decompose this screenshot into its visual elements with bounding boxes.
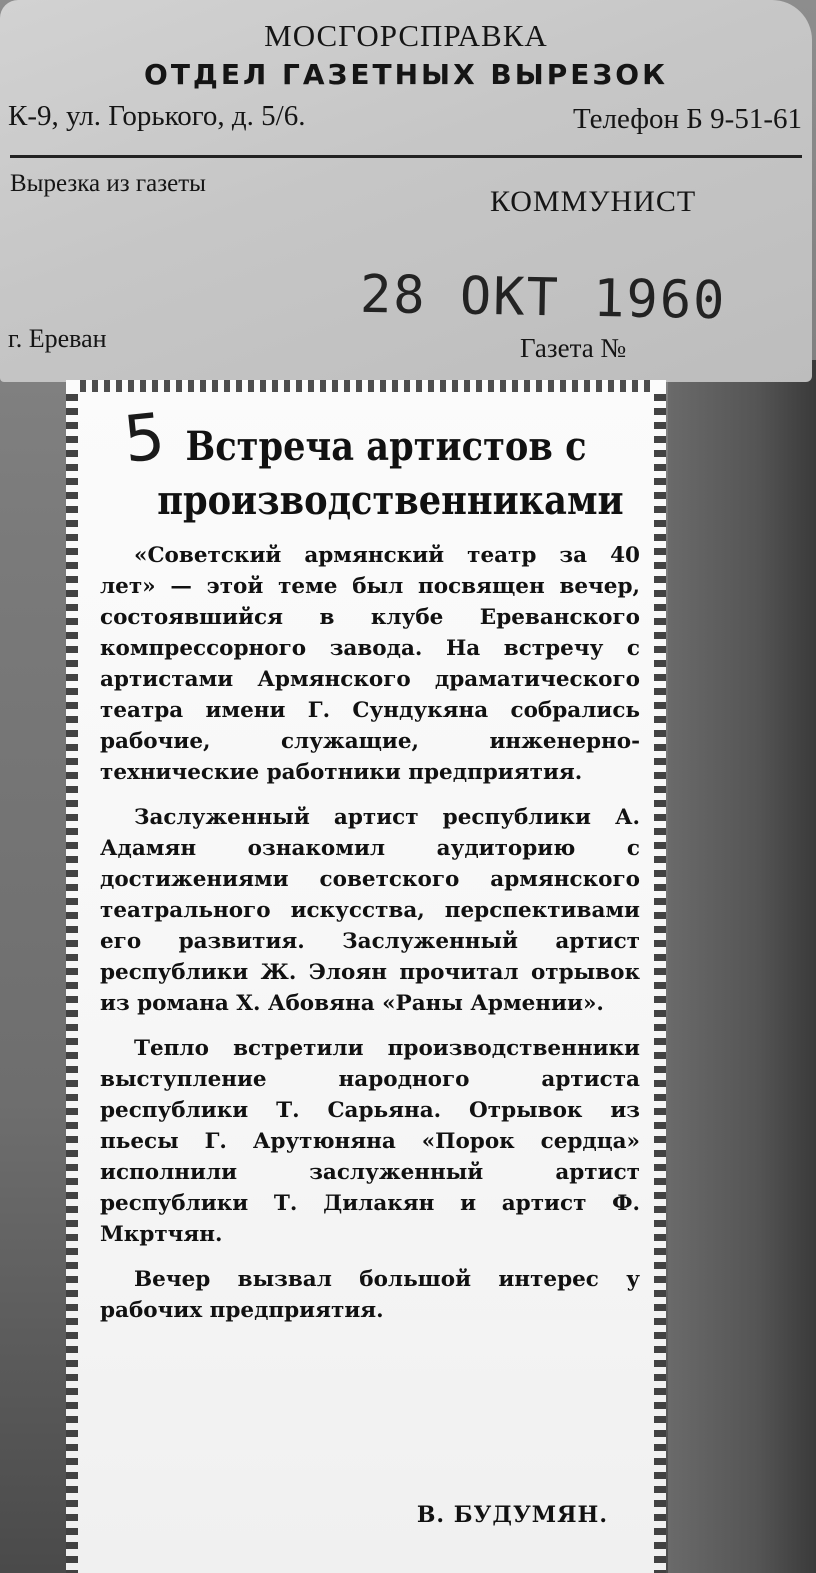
article-body: [100, 540, 640, 1340]
clipping-top-edge: [80, 380, 652, 392]
stamp-divider: [10, 155, 802, 158]
stamp-clipping-label: Вырезка из газеты: [10, 170, 206, 197]
article-paragraph: «Советский армянский театр за 40 лет» — этой теме был посвящен вечер, состоявшийся в клубе Ереванского компрессорного завода. На встречу с артистами Армянского драматического театра имени Г. Сундукяна собрались рабочие, служащие, инженерно-технические работники предприятия.: [100, 543, 640, 785]
clipping-left-edge: [66, 394, 78, 1573]
stamp-department: ОТДЕЛ ГАЗЕТНЫХ ВЫРЕЗОК: [144, 58, 668, 91]
newspaper-clipping: [66, 380, 666, 1573]
article-paragraph: Заслуженный артист республики А. Адамян ознакомил аудиторию с достижениями советского армянского театрального искусства, перспективами его развития. Заслуженный артист республики Ж. Элоян прочитал отрывок из романа Х. Абовяна «Раны Армении».: [100, 805, 640, 1016]
stamp-issue-label: Газета №: [520, 333, 627, 363]
stamp-newspaper-name: КОММУНИСТ: [490, 185, 697, 218]
article-headline: Встреча артистов с производственниками: [157, 423, 624, 524]
clipping-service-stamp: [0, 0, 812, 382]
article-paragraph: Вечер вызвал большой интерес у рабочих предприятия.: [100, 1267, 640, 1323]
article-paragraph: Тепло встретили производственники выступление народного артиста республики Т. Сарьяна. Отрывок из пьесы Г. Арутюняна «Порок сердца» исполнили заслуженный артист республики Т. Дилакян и артист Ф. Мкртчян.: [100, 1036, 640, 1247]
stamp-date: 28 ОКТ 1960: [359, 264, 727, 332]
handwritten-number: 5: [120, 400, 169, 478]
stamp-organization: МОСГОРСПРАВКА: [264, 18, 548, 53]
stamp-city: г. Ереван: [8, 324, 107, 353]
article-byline: В. БУДУМЯН.: [416, 1502, 608, 1528]
stamp-phone: Телефон Б 9-51-61: [573, 103, 802, 135]
backing-board-edge: [668, 360, 816, 1573]
stamp-address: К-9, ул. Горького, д. 5/6.: [8, 100, 306, 132]
clipping-right-edge: [654, 394, 666, 1573]
